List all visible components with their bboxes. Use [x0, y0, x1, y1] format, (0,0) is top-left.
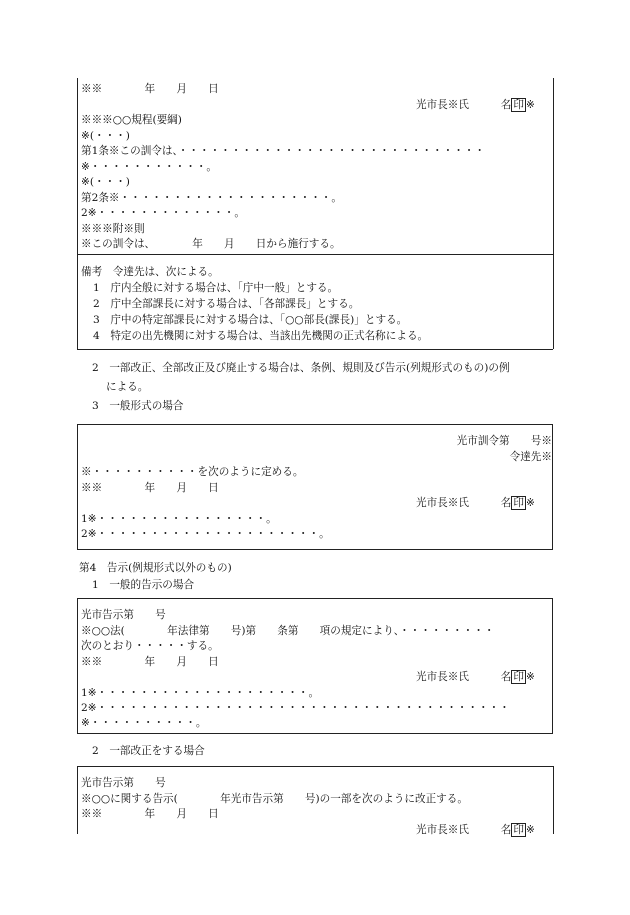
- note-left-border: [77, 254, 78, 349]
- section-4-heading: 第4 告示(例規形式以外のもの): [79, 562, 232, 574]
- paragraph-2: 2 一部改正、全部改正及び廃止する場合は、条例、規則及び告示(列規形式のもの)の例: [92, 362, 510, 374]
- paragraph-2-cont: による。: [106, 381, 149, 393]
- box-divider: [77, 254, 553, 255]
- note-right-border: [553, 254, 554, 349]
- mayor-signature: 光市長※氏 名 印 ※: [416, 824, 535, 836]
- date-line: ※※ 年 月 日: [81, 808, 219, 820]
- seal-mark: 印: [513, 497, 524, 509]
- article-1: 第1条※この訓令は、・・・・・・・・・・・・・・・・・・・・・・・・・・・・・: [81, 145, 485, 157]
- item-2: 2※・・・・・・・・・・・・・・・・・・・・・・・・・・・・・・・・・・・・・・・: [81, 702, 510, 714]
- box-left-border: [77, 766, 78, 834]
- item-2: 2※・・・・・・・・・・・・・・・・・・・・・。: [81, 528, 330, 540]
- subsection-1-heading: 1 一般的告示の場合: [92, 579, 195, 591]
- paragraph-3-heading: 3 一般形式の場合: [92, 400, 184, 412]
- amendment-line: ※○○に関する告示( 年光市告示第 号)の一部を次のように改正する。: [81, 793, 468, 805]
- caption-line: ※(・・・): [81, 176, 130, 188]
- notice-number: 光市告示第 号: [81, 777, 166, 789]
- date-line: ※※ 年 月 日: [81, 83, 219, 95]
- item-2-cont: ※・・・・・・・・・・。: [81, 717, 207, 729]
- item-1: 1※・・・・・・・・・・・・・・・・。: [81, 513, 277, 525]
- caption-line: ※(・・・): [81, 130, 130, 142]
- article-1-cont: ※・・・・・・・・・・・。: [81, 161, 218, 173]
- box-left-border: [77, 78, 78, 254]
- enactment-line: ※・・・・・・・・・・を次のように定める。: [81, 466, 304, 478]
- subsection-2-heading: 2 一部改正をする場合: [92, 745, 205, 757]
- note-heading: 備考 令達先は、次による。: [81, 266, 219, 278]
- box-top-border: [77, 766, 553, 767]
- note-item: 1 庁内全般に対する場合は、「庁中一般」とする。: [93, 282, 339, 294]
- date-line: ※※ 年 月 日: [81, 656, 219, 668]
- box-right-border: [553, 766, 554, 834]
- note-bottom-border: [77, 349, 553, 350]
- notice-number: 光市告示第 号: [81, 609, 166, 621]
- note-item: 2 庁中全部課長に対する場合は、「各部課長」とする。: [93, 298, 360, 310]
- mayor-signature: 光市長※氏 名 印 ※: [416, 671, 535, 683]
- supplementary-heading: ※※※附※則: [81, 223, 145, 235]
- destination: 令達先※: [509, 451, 552, 463]
- mayor-signature: 光市長※氏 名 印 ※: [416, 497, 535, 509]
- mayor-signature: 光市長※氏 名 印 ※: [416, 99, 535, 111]
- enforcement-line: ※この訓令は、 年 月 日から施行する。: [81, 238, 341, 250]
- article-2-item-2: 2※・・・・・・・・・・・・・。: [81, 207, 245, 219]
- kunrei-number: 光市訓令第 号※: [456, 435, 552, 447]
- date-line: ※※ 年 月 日: [81, 482, 219, 494]
- article-2: 第2条※・・・・・・・・・・・・・・・・・・・・。: [81, 192, 342, 204]
- legal-basis-cont: 次のとおり・・・・・する。: [81, 640, 219, 652]
- box-right-border: [553, 78, 554, 254]
- regulation-title: ※※※○○規程(要綱): [81, 114, 182, 126]
- note-item: 3 庁中の特定部課長に対する場合は、「○○部長(課長)」とする。: [93, 314, 408, 326]
- item-1: 1※・・・・・・・・・・・・・・・・・・・・。: [81, 687, 320, 699]
- seal-mark: 印: [513, 824, 524, 836]
- note-item: 4 特定の出先機関に対する場合は、当該出先機関の正式名称による。: [93, 330, 429, 342]
- seal-mark: 印: [513, 99, 524, 111]
- legal-basis-line: ※○○法( 年法律第 号)第 条第 項の規定により、・・・・・・・・・: [81, 625, 495, 637]
- seal-mark: 印: [513, 671, 524, 683]
